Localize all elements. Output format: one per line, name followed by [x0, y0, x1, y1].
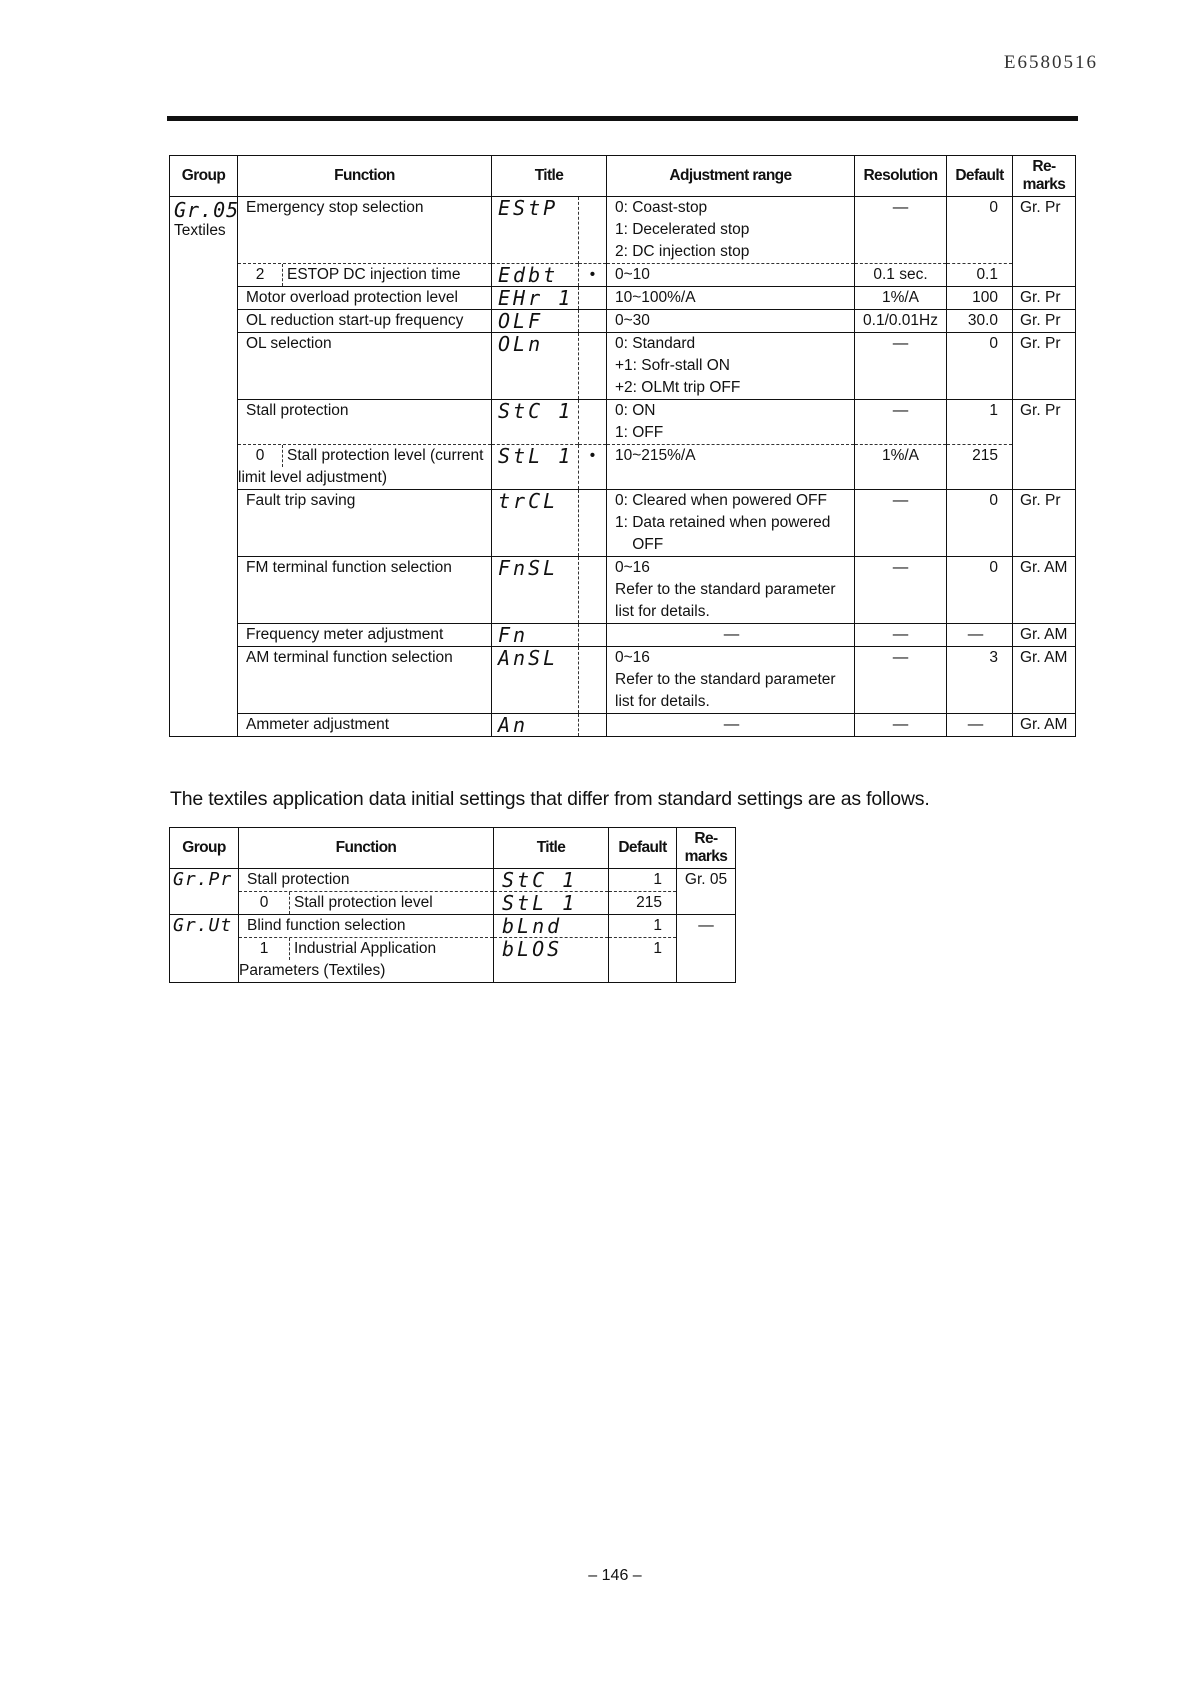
- function-cell: [238, 445, 492, 490]
- function-text: FM terminal function selection: [246, 559, 452, 576]
- table-header-row: [170, 156, 1076, 197]
- default-cell: 3: [947, 647, 1013, 714]
- t2-header-title: Title: [494, 828, 609, 869]
- remarks-cell: Gr. Pr: [1013, 310, 1076, 333]
- page-number: – 146 –: [588, 1567, 642, 1584]
- function-cell: [238, 557, 492, 624]
- function-text: Blind function selection: [247, 917, 406, 934]
- remarks-cell: [1013, 445, 1076, 490]
- header-remarks: Re- marks: [1013, 156, 1076, 197]
- adjustment-range-cell: 0: Coast-stop 1: Decelerated stop 2: DC injection stop: [607, 197, 855, 264]
- document-id: E6580516: [1003, 52, 1098, 73]
- default-cell: 0: [947, 333, 1013, 400]
- resolution-cell: —: [855, 490, 947, 557]
- function-text: AM terminal function selection: [246, 649, 453, 666]
- remarks-cell: Gr. Pr: [1013, 287, 1076, 310]
- remarks-cell: Gr. Pr: [1013, 400, 1076, 445]
- title-display-code: bLnd: [494, 915, 609, 938]
- default-cell: 30.0: [947, 310, 1013, 333]
- table-row: [170, 333, 1076, 400]
- function-cell: [238, 333, 492, 400]
- title-display-code: StC 1: [494, 869, 609, 892]
- title-display-code: Fn: [492, 624, 579, 647]
- header-function: Function: [238, 156, 492, 197]
- resolution-cell: —: [855, 557, 947, 624]
- function-text: Stall protection: [246, 402, 349, 419]
- table-row: [170, 197, 1076, 264]
- remarks-cell: Gr. AM: [1013, 647, 1076, 714]
- table-row: [170, 310, 1076, 333]
- remarks-cell: Gr. AM: [1013, 624, 1076, 647]
- function-text: Industrial Application Parameters (Textiles): [239, 940, 437, 979]
- function-cell: [239, 938, 494, 983]
- write-mark-cell: [579, 714, 607, 737]
- adjustment-range-cell: 10~215%/A: [607, 445, 855, 490]
- remarks-cell: Gr. 05: [677, 869, 736, 915]
- default-cell: 0: [947, 490, 1013, 557]
- adjustment-range-cell: 0~16 Refer to the standard parameter list for details.: [607, 557, 855, 624]
- write-mark-cell: [579, 490, 607, 557]
- write-mark-cell: [579, 264, 607, 287]
- default-cell: 1: [609, 869, 677, 892]
- default-cell: 1: [947, 400, 1013, 445]
- write-mark-cell: [579, 647, 607, 714]
- textiles-initial-settings-table: [169, 827, 736, 983]
- title-display-code: StL 1: [492, 445, 579, 490]
- table-row: [170, 714, 1076, 737]
- default-cell: —: [947, 714, 1013, 737]
- write-mark-cell: [579, 557, 607, 624]
- resolution-cell: —: [855, 400, 947, 445]
- table1-body: [170, 197, 1076, 737]
- write-mark: •: [589, 447, 596, 464]
- function-cell: [238, 647, 492, 714]
- adjustment-range-cell: 0~16 Refer to the standard parameter list for details.: [607, 647, 855, 714]
- default-cell: 0: [947, 557, 1013, 624]
- header-group: Group: [170, 156, 238, 197]
- write-mark-cell: [579, 445, 607, 490]
- function-cell: [239, 915, 494, 938]
- function-cell: [238, 490, 492, 557]
- header-title: Title: [492, 156, 607, 197]
- default-cell: 1: [609, 938, 677, 983]
- default-cell: 100: [947, 287, 1013, 310]
- group-name: Textiles: [174, 222, 226, 239]
- function-text: Fault trip saving: [246, 492, 356, 509]
- default-cell: —: [947, 624, 1013, 647]
- write-mark-cell: [579, 197, 607, 264]
- table2-body: [170, 869, 736, 983]
- header-resolution: Resolution: [855, 156, 947, 197]
- function-text: OL reduction start-up frequency: [246, 312, 464, 329]
- textiles-parameter-table: [169, 155, 1076, 737]
- table-row: [170, 647, 1076, 714]
- textiles-note-paragraph: The textiles application data initial settings that differ from standard settings are as follows.: [170, 788, 930, 810]
- write-mark: •: [589, 266, 596, 283]
- group-code: Gr.Ut: [170, 915, 239, 983]
- remarks-cell: Gr. Pr: [1013, 197, 1076, 264]
- table-row: [170, 490, 1076, 557]
- default-cell: 215: [947, 445, 1013, 490]
- t2-header-default: Default: [609, 828, 677, 869]
- function-cell: [238, 287, 492, 310]
- title-display-code: trCL: [492, 490, 579, 557]
- table-row: [170, 264, 1076, 287]
- table-row: [170, 624, 1076, 647]
- title-display-code: StC 1: [492, 400, 579, 445]
- remarks-cell: Gr. AM: [1013, 714, 1076, 737]
- function-text: Stall protection level: [294, 894, 433, 911]
- function-text: ESTOP DC injection time: [287, 266, 461, 283]
- table-row: [170, 445, 1076, 490]
- remarks-cell: Gr. Pr: [1013, 490, 1076, 557]
- function-cell: [238, 310, 492, 333]
- sub-item-number: 2: [238, 264, 283, 286]
- function-text: Ammeter adjustment: [246, 716, 389, 733]
- header-adjustment-range: Adjustment range: [607, 156, 855, 197]
- group-code: Gr.05: [174, 198, 240, 222]
- t2-header-group: Group: [170, 828, 239, 869]
- function-cell: [238, 264, 492, 287]
- title-display-code: EStP: [492, 197, 579, 264]
- resolution-cell: —: [855, 714, 947, 737]
- resolution-cell: —: [855, 647, 947, 714]
- resolution-cell: 1%/A: [855, 445, 947, 490]
- title-display-code: OLn: [492, 333, 579, 400]
- t2-header-remarks: Re- marks: [677, 828, 736, 869]
- adjustment-range-cell: 0: ON 1: OFF: [607, 400, 855, 445]
- function-text: Stall protection level (current limit level adjustment): [238, 447, 484, 486]
- function-text: Stall protection: [247, 871, 350, 888]
- group-cell: [170, 197, 238, 737]
- function-text: OL selection: [246, 335, 332, 352]
- table-row: [170, 869, 736, 892]
- function-cell: [238, 400, 492, 445]
- resolution-cell: 0.1 sec.: [855, 264, 947, 287]
- remarks-cell: Gr. AM: [1013, 557, 1076, 624]
- title-display-code: Edbt: [492, 264, 579, 287]
- write-mark-cell: [579, 624, 607, 647]
- function-cell: [238, 624, 492, 647]
- function-cell: [239, 869, 494, 892]
- remarks-cell: —: [677, 915, 736, 983]
- title-display-code: OLF: [492, 310, 579, 333]
- remarks-cell: Gr. Pr: [1013, 333, 1076, 400]
- function-text: Emergency stop selection: [246, 199, 424, 216]
- sub-item-number: 1: [239, 938, 290, 960]
- sub-item-number: 0: [239, 892, 290, 914]
- adjustment-range-cell: 0: Cleared when powered OFF 1: Data retained when powered OFF: [607, 490, 855, 557]
- title-display-code: EHr 1: [492, 287, 579, 310]
- title-display-code: AnSL: [492, 647, 579, 714]
- table-row: [170, 400, 1076, 445]
- table-row: [170, 938, 736, 983]
- adjustment-range-cell: 10~100%/A: [607, 287, 855, 310]
- table2-header-row: [170, 828, 736, 869]
- function-cell: [238, 197, 492, 264]
- title-display-code: StL 1: [494, 892, 609, 915]
- adjustment-range-cell: 0~10: [607, 264, 855, 287]
- resolution-cell: 1%/A: [855, 287, 947, 310]
- resolution-cell: —: [855, 197, 947, 264]
- top-rule: [167, 116, 1078, 121]
- function-text: Frequency meter adjustment: [246, 626, 444, 643]
- table-row: [170, 557, 1076, 624]
- adjustment-range-cell: —: [607, 624, 855, 647]
- resolution-cell: —: [855, 624, 947, 647]
- table-row: [170, 892, 736, 915]
- write-mark-cell: [579, 333, 607, 400]
- write-mark-cell: [579, 287, 607, 310]
- write-mark-cell: [579, 400, 607, 445]
- function-cell: [239, 892, 494, 915]
- adjustment-range-cell: 0: Standard +1: Sofr-stall ON +2: OLMt trip OFF: [607, 333, 855, 400]
- default-cell: 1: [609, 915, 677, 938]
- table-row: [170, 287, 1076, 310]
- remarks-cell: [1013, 264, 1076, 287]
- header-default: Default: [947, 156, 1013, 197]
- t2-header-function: Function: [239, 828, 494, 869]
- default-cell: 0: [947, 197, 1013, 264]
- function-cell: [238, 714, 492, 737]
- default-cell: 0.1: [947, 264, 1013, 287]
- resolution-cell: 0.1/0.01Hz: [855, 310, 947, 333]
- function-text: Motor overload protection level: [246, 289, 458, 306]
- group-code: Gr.Pr: [170, 869, 239, 915]
- default-cell: 215: [609, 892, 677, 915]
- table-row: [170, 915, 736, 938]
- title-display-code: bLOS: [494, 938, 609, 983]
- title-display-code: An: [492, 714, 579, 737]
- resolution-cell: —: [855, 333, 947, 400]
- sub-item-number: 0: [238, 445, 283, 467]
- write-mark-cell: [579, 310, 607, 333]
- adjustment-range-cell: 0~30: [607, 310, 855, 333]
- title-display-code: FnSL: [492, 557, 579, 624]
- adjustment-range-cell: —: [607, 714, 855, 737]
